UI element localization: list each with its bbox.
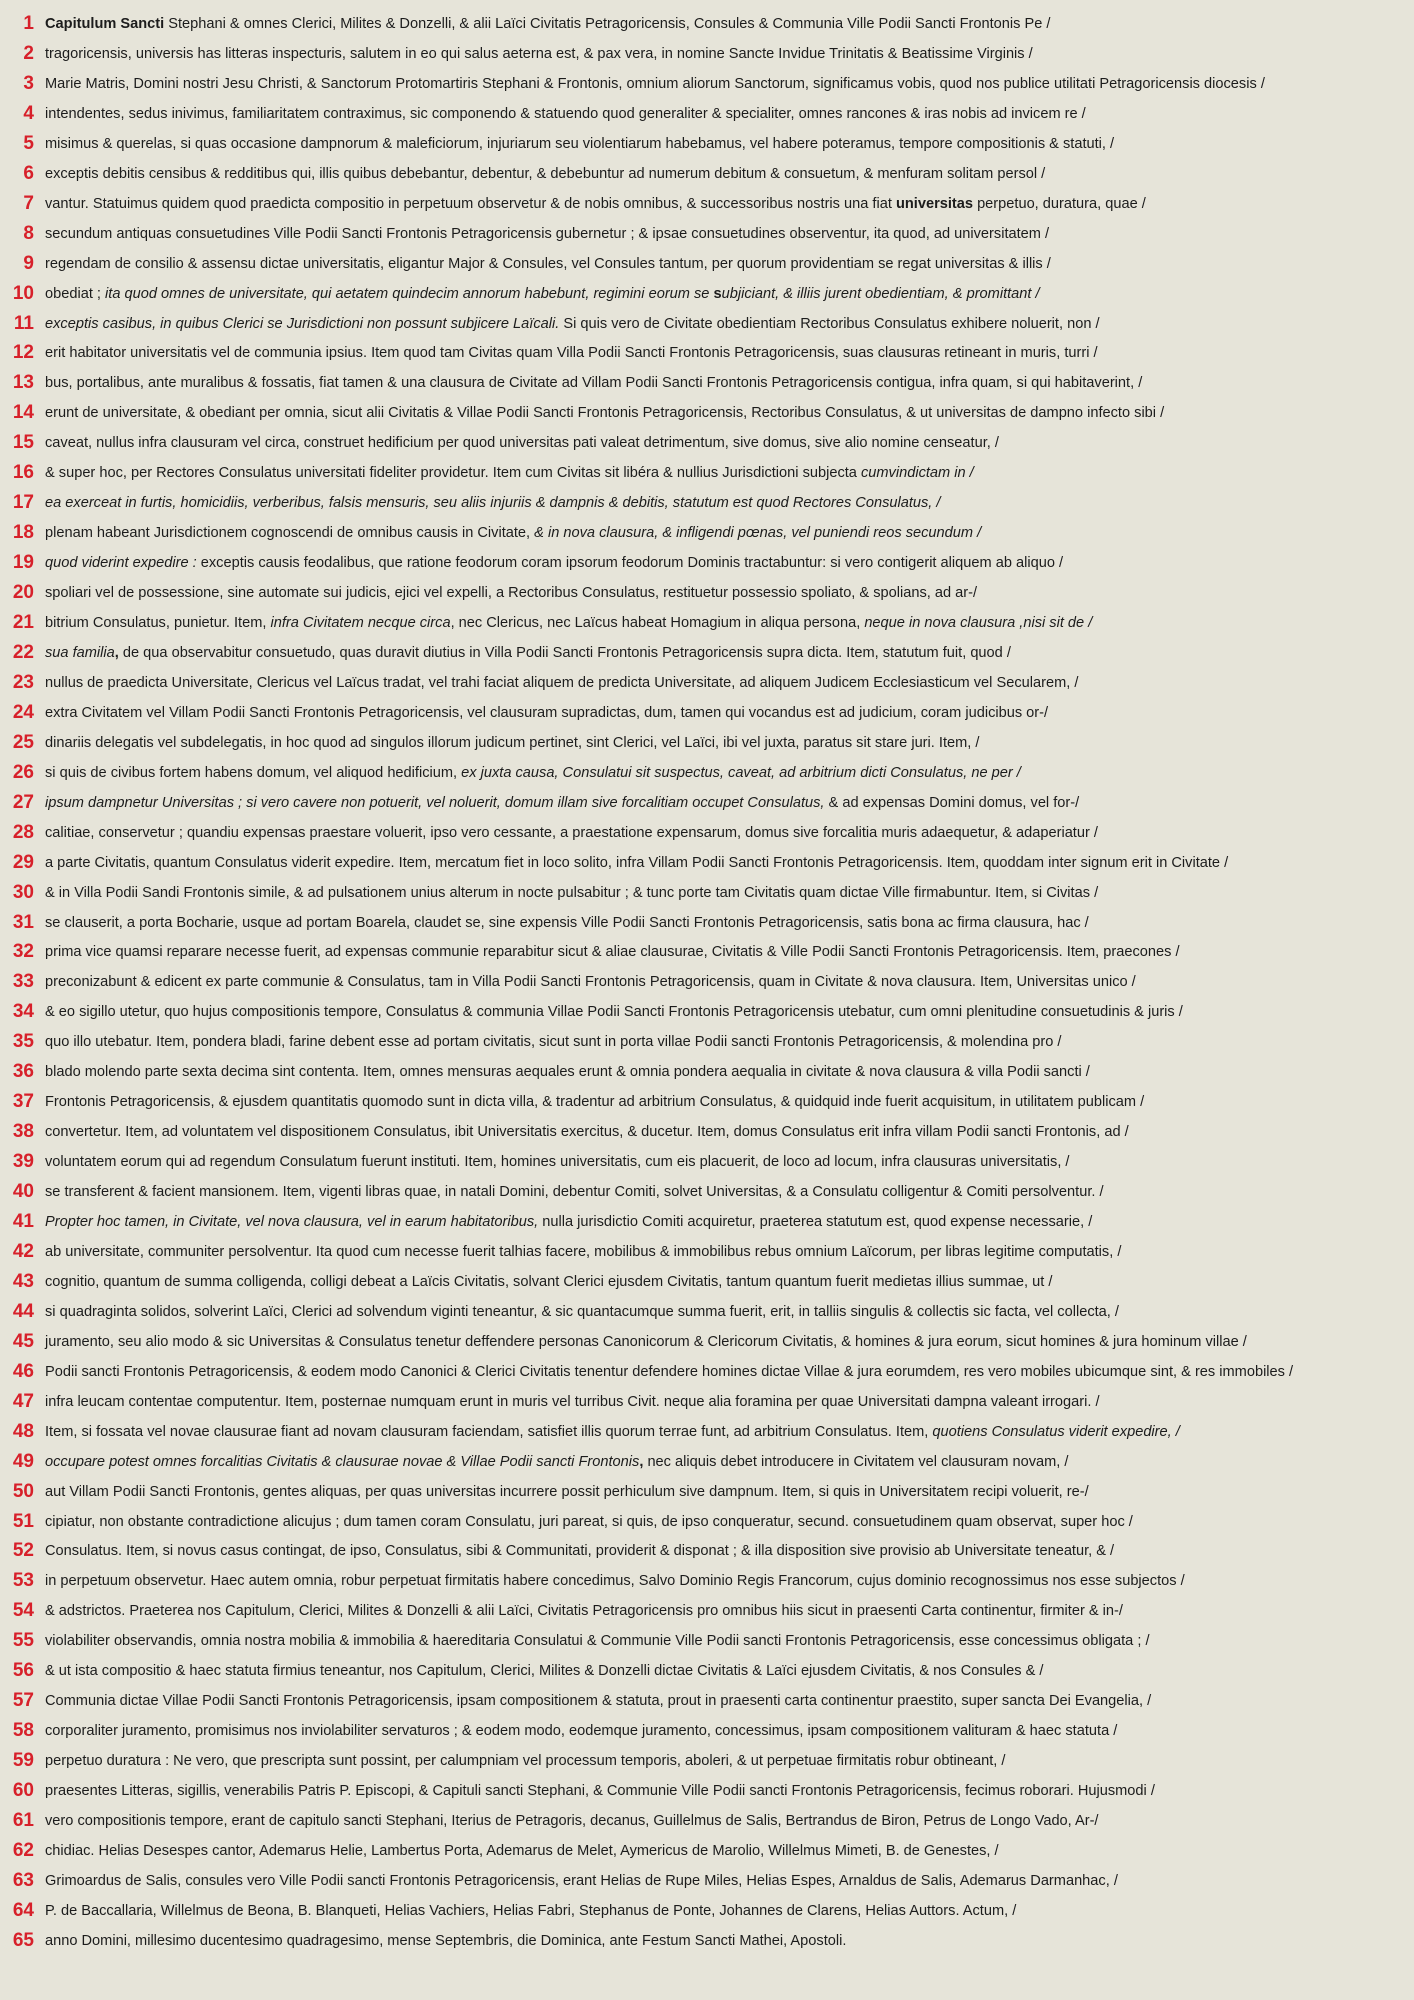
text-segment: voluntatem eorum qui ad regendum Consulatum fuerunt instituti. Item, homines universitatis, cum eis placuerit, de loco ad locum, infra clausuras universitatis, / [45, 1154, 1070, 1171]
text-segment: intendentes, sedus inivimus, familiaritatem contraximus, sic componendo & statuendo quod generaliter & specialiter, omnes rancones & iras nobis ad invicem re / [45, 105, 1086, 122]
line-text [45, 1776, 1155, 1806]
line-number: 34 [12, 1001, 34, 1023]
document-line [0, 338, 1414, 368]
document-line [0, 488, 1414, 518]
line-text [45, 1207, 1092, 1237]
document-line [0, 1806, 1414, 1836]
italic-text-segment: quotiens Consulatus viderit expedire, / [932, 1423, 1180, 1440]
line-text [45, 967, 1136, 997]
line-text [45, 1297, 1119, 1327]
line-text [45, 458, 974, 488]
line-text [45, 1746, 1005, 1776]
document-line [0, 1417, 1414, 1447]
line-number: 59 [12, 1750, 34, 1772]
text-segment: nec aliquis debet introducere in Civitatem vel clausuram novam, / [643, 1453, 1069, 1470]
document-line [0, 758, 1414, 788]
bold-text-segment: s [713, 285, 722, 302]
document-line [0, 1626, 1414, 1656]
line-number: 3 [23, 72, 34, 94]
document-line [0, 1596, 1414, 1626]
document-line [0, 698, 1414, 728]
document-line [0, 1117, 1414, 1147]
document-line [0, 1896, 1414, 1926]
line-text [45, 219, 1049, 249]
text-segment: anno Domini, millesimo ducentesimo quadragesimo, mense Septembris, die Dominica, ante Festum Sancti Mathei, Apostoli. [45, 1932, 847, 1949]
document-line [0, 1357, 1414, 1387]
line-number: 21 [12, 612, 34, 633]
text-segment: juramento, seu alio modo & sic Universitas & Consulatus tenetur deffendere personas Canonicorum & Clericorum Civitatis, & homines & jura eorum, sicut homines & jura hominum villae / [45, 1333, 1247, 1350]
document-line [0, 908, 1414, 938]
line-number: 48 [12, 1420, 34, 1442]
line-number: 63 [12, 1869, 34, 1891]
text-segment: P. de Baccallaria, Willelmus de Beona, B. Blanqueti, Helias Vachiers, Helias Fabri, Stephanus de Ponte, Johannes de Clarens, Helias Auttors. Actum, / [45, 1902, 1017, 1919]
line-text [45, 1447, 1068, 1477]
text-segment: in perpetuum observetur. Haec autem omnia, robur perpetuat firmitatis habere concedimus, Salvo Dominio Regis Francorum, cujus dominio recognossimus nos esse subjectos / [45, 1573, 1185, 1590]
document-line [0, 458, 1414, 488]
text-segment: nullus de praedicta Universitate, Clericus vel Laïcus tradat, vel trahi faciat aliquem de predicta Universitate, ad aliquem Judicem Ecclesiasticum vel Secularem, / [45, 674, 1079, 691]
line-number: 49 [12, 1450, 34, 1472]
line-text [45, 548, 1063, 578]
line-text [45, 159, 1045, 189]
italic-text-segment: ubjiciant, & illiis jurent obedientiam, & promittant / [721, 285, 1040, 302]
line-text [45, 1686, 1151, 1716]
document-line [0, 997, 1414, 1027]
document-line [0, 1686, 1414, 1716]
document-line [0, 1536, 1414, 1566]
document-line [0, 788, 1414, 818]
text-segment: erunt de universitate, & obediant per omnia, sicut alii Civitatis & Villae Podii Sancti Frontonis Petragoricensis, Rectoribus Consulatus, & ut universitas de dampno infecto sibi / [45, 405, 1165, 422]
line-text [45, 1357, 1293, 1387]
italic-text-segment: quod viderint expedire : [45, 555, 197, 572]
text-segment: chidiac. Helias Desespes cantor, Ademarus Helie, Lambertus Porta, Ademarus de Melet, Aymericus de Marolio, Willelmus Mimeti, B. de Genestes, / [45, 1842, 999, 1859]
text-segment: Grimoardus de Salis, consules vero Ville Podii sancti Frontonis Petragoricensis, erant Helias de Rupe Miles, Helias Espes, Arnaldus de Salis, Ademarus Darmanhac, / [45, 1872, 1118, 1889]
document-line [0, 1836, 1414, 1866]
text-segment: misimus & querelas, si quas occasione dampnorum & maleficiorum, injuriarum seu violentiarum habebamus, vel habere poteramus, tempore compositionis & statuti, / [45, 135, 1115, 152]
line-number: 57 [12, 1690, 34, 1712]
document-line [0, 1327, 1414, 1357]
line-text [45, 878, 1098, 908]
text-segment: bitrium Consulatus, punietur. Item, [45, 615, 271, 631]
line-number: 23 [12, 671, 34, 693]
text-segment: se clauserit, a porta Bocharie, usque ad portam Boarela, claudet se, sine expensis Ville Podii Sancti Frontonis Petragoricensis, satis bona ac firma clausura, hac / [45, 914, 1089, 931]
document-line [0, 518, 1414, 548]
line-text [45, 1417, 1180, 1447]
text-segment: exceptis causis feodalibus, que ratione feodorum coram ipsorum feodorum Dominis tractabuntur: si vero contigerit aliquem ab aliquo / [196, 555, 1064, 572]
line-number: 42 [12, 1240, 34, 1262]
text-segment: a parte Civitatis, quantum Consulatus viderit expedire. Item, mercatum fiet in loco solito, infra Villam Podii Sancti Frontonis Petragoricensis. Item, quoddam inter signum erit in Civitate / [45, 854, 1229, 871]
line-number: 12 [12, 342, 34, 364]
italic-text-segment: ita quod omnes de universitate, qui aetatem quindecim annorum habebunt, regimini eorum se [105, 285, 714, 302]
line-text [45, 428, 999, 458]
italic-text-segment: sua familia [45, 644, 115, 661]
document-line [0, 1716, 1414, 1746]
text-segment: Consulatus. Item, si novus casus contingat, de ipso, Consulatus, sibi & Communitati, providerit & disponat ; & illa disposition sive provisio ab Universitate teneatur, & / [45, 1543, 1115, 1560]
text-segment: & adstrictos. Praeterea nos Capitulum, Clerici, Milites & Donzelli & alii Laïci, Civitatis Petragoricensis pro omnibus hiis sicut in praesenti Carta continentur, firmiter & in-/ [45, 1603, 1123, 1620]
text-segment: si quadraginta solidos, solverint Laïci, Clerici ad solvendum viginti teneantur, & sic quantacumque summa fuerit, erit, in talliis singulis & collectis sic facta, vel collecta, / [45, 1303, 1119, 1320]
line-text [45, 1477, 1089, 1507]
line-number: 35 [12, 1031, 34, 1053]
line-number: 14 [12, 402, 34, 424]
text-segment: preconizabunt & edicent ex parte communie & Consulatus, tam in Villa Podii Sancti Frontonis Petragoricensis, quam in Civitate & nova clausura. Item, Universitas unico / [45, 974, 1136, 991]
document-line [0, 668, 1414, 698]
document-line [0, 728, 1414, 758]
document-line [0, 848, 1414, 878]
line-text [45, 638, 1011, 668]
line-number: 9 [23, 252, 34, 274]
line-number: 27 [12, 791, 34, 813]
text-segment: & ut ista compositio & haec statuta firmius teneantur, nos Capitulum, Clerici, Milites & Donzelli dictae Civitatis & Laïci ejusdem Civitatis, & nos Consules & / [45, 1663, 1044, 1680]
document-line [0, 1177, 1414, 1207]
text-segment: blado molendo parte sexta decima sint contenta. Item, omnes mensuras aequales erunt & omnia pondera aequalia in civitate & nova clausura & villa Podii sancti / [45, 1064, 1090, 1081]
line-text [45, 1387, 1100, 1417]
document-line [0, 39, 1414, 69]
line-text [45, 398, 1164, 428]
line-number: 25 [12, 731, 34, 753]
text-segment: perpetuo duratura : Ne vero, que prescripta sunt possint, per calumpniam vel processum temporis, aboleri, & ut perpetuae firmitatis robur obtineant, / [45, 1753, 1006, 1770]
line-number: 52 [12, 1540, 34, 1562]
line-text [45, 1117, 1129, 1147]
text-segment: aut Villam Podii Sancti Frontonis, gentes aliquas, per quas universitas incurrere possit perhiculum sive dampnum. Item, si quis in Universitatem recipi voluerit, re-/ [45, 1483, 1089, 1500]
line-number: 30 [12, 881, 34, 903]
line-number: 38 [12, 1121, 34, 1143]
document-line [0, 1027, 1414, 1057]
line-text [45, 608, 1092, 638]
document-line [0, 818, 1414, 848]
text-segment: & eo sigillo utetur, quo hujus compositionis tempore, Consulatus & communia Villae Podii Sancti Frontonis Petragoricensis utebatur, cum omni plenitudine consuetudinis & juris / [45, 1004, 1183, 1021]
line-text [45, 1057, 1090, 1087]
document-line [0, 129, 1414, 159]
line-text [45, 1237, 1121, 1267]
text-segment: Marie Matris, Domini nostri Jesu Christi, & Sanctorum Protomartiris Stephani & Frontonis, omnium aliorum Sanctorum, significamus vobis, quod nos publice utilitati Petragoricensis diocesis / [45, 75, 1265, 92]
line-text [45, 788, 1079, 818]
line-text [45, 488, 940, 518]
document-line [0, 1776, 1414, 1806]
text-segment: cognitio, quantum de summa colligenda, colligi debeat a Laïcis Civitatis, solvant Clerici ejusdem Civitatis, tantum quantum fuerit medietas illius summae, ut / [45, 1273, 1053, 1290]
document-line [0, 1147, 1414, 1177]
line-number: 65 [12, 1929, 34, 1951]
line-text [45, 758, 1021, 788]
line-text [45, 848, 1228, 878]
text-segment: nulla jurisdictio Comiti acquiretur, praeterea statutum est, quod expense necessarie, / [538, 1214, 1093, 1230]
document-line [0, 878, 1414, 908]
bold-text-segment: , [639, 1453, 644, 1470]
text-segment: calitiae, conservetur ; quandiu expensas praestare voluerit, ipso vero cessante, a praestatione expensarum, domus sive forcalitia muris adaequetur, & adaperiatur / [45, 824, 1098, 841]
line-number: 28 [12, 821, 34, 843]
line-number: 62 [12, 1839, 34, 1861]
document-line [0, 368, 1414, 398]
line-text [45, 338, 1098, 368]
document-line [0, 309, 1414, 339]
line-number: 7 [23, 192, 34, 214]
italic-text-segment: Propter hoc tamen, in Civitate, vel nova clausura, vel in earum habitatoribus, [45, 1214, 539, 1230]
text-segment: violabiliter observandis, omnia nostra mobilia & immobilia & haereditaria Consulatui & Communie Ville Podii sancti Frontonis Petragoricensis, esse concessimus obligata ; / [45, 1633, 1150, 1650]
line-number: 51 [12, 1510, 34, 1532]
line-number: 4 [23, 102, 34, 124]
line-text [45, 1507, 1133, 1537]
text-segment: perpetuo, duratura, quae / [973, 195, 1146, 212]
line-number: 40 [12, 1181, 34, 1203]
line-text [45, 249, 1051, 279]
line-number: 46 [12, 1360, 34, 1382]
text-segment: Communia dictae Villae Podii Sancti Frontonis Petragoricensis, ipsam compositionem & statuta, prout in praesenti carta continentur praestito, super sancta Dei Evangelia, / [45, 1693, 1152, 1710]
italic-text-segment: ipsum dampnetur Universitas ; si vero cavere non potuerit, vel noluerit, domum illam sive forcalitiam occupet Consulatus, [45, 794, 825, 811]
italic-text-segment: ex juxta causa, Consulatui sit suspectus, caveat, ad arbitrium dicti Consulatus, ne per / [461, 764, 1021, 781]
line-number: 22 [12, 641, 34, 663]
document-line [0, 1237, 1414, 1267]
line-number: 1 [23, 13, 34, 34]
line-number: 55 [12, 1630, 34, 1652]
document-line [0, 1477, 1414, 1507]
text-segment: dinariis delegatis vel subdelegatis, in hoc quod ad singulos illorum judicum pertinet, sint Clerici, vel Laïci, ibi vel juxta, paratus sit stare juri. Item, / [45, 734, 980, 751]
italic-text-segment: infra Civitatem necque circa [270, 615, 451, 631]
text-segment: & in Villa Podii Sandi Frontonis simile, & ad pulsationem unius alterum in nocte pulsabitur ; & tunc porte tam Civitatis quam dictae Ville firmabuntur. Item, si Civitas / [45, 884, 1099, 901]
line-text [45, 1896, 1016, 1926]
document-line [0, 1057, 1414, 1087]
line-number: 2 [23, 42, 34, 64]
text-segment: vero compositionis tempore, erant de capitulo sancti Stephani, Iterius de Petragoris, decanus, Guillelmus de Salis, Bertrandus de Biron, Petrus de Longo Vado, Ar-/ [45, 1813, 1099, 1829]
text-segment: ab universitate, communiter persolventur. Ita quod cum necesse fuerit talhias facere, mobilibus & immobilibus rebus omnium Laïcorum, per libras legitime computatis, / [45, 1243, 1122, 1260]
line-text [45, 818, 1098, 848]
document-line [0, 638, 1414, 668]
text-segment: cipiatur, non obstante contradictione alicujus ; dum tamen coram Consulatu, juri pareat, si quis, de ipso conqueratur, secund. consuetudinem quam observat, super hoc / [45, 1513, 1133, 1530]
document-line [0, 1207, 1414, 1237]
text-segment: spoliari vel de possessione, sine automate sui judicis, ejici vel expelli, a Rectoribus Consulatus, restituetur possessio spoliato, & spolians, ad ar-/ [45, 585, 978, 602]
line-number: 61 [12, 1810, 34, 1831]
line-text [45, 39, 1033, 69]
line-number: 36 [12, 1061, 34, 1083]
document-line [0, 428, 1414, 458]
line-text [45, 698, 1048, 728]
text-segment: se transferent & facient mansionem. Item, vigenti libras quae, in natali Domini, debentur Comiti, solvet Universitas, & a Consulatu colligentur & Comiti persolventur. / [45, 1184, 1104, 1201]
line-number: 31 [12, 911, 34, 933]
line-text [45, 309, 1100, 339]
text-segment: obediat ; [45, 285, 106, 302]
line-number: 39 [12, 1151, 34, 1173]
text-segment: convertetur. Item, ad voluntatem vel dispositionem Consulatus, ibit Universitatis exercitus, & ducetur. Item, domus Consulatus erit infra villam Podii sancti Frontonis, ad / [45, 1124, 1129, 1141]
line-number: 11 [13, 312, 34, 334]
line-number: 10 [12, 282, 34, 304]
line-text [45, 9, 1050, 39]
line-number: 17 [12, 492, 34, 514]
line-number: 47 [12, 1390, 34, 1412]
line-number: 5 [23, 132, 34, 154]
text-segment: Stephani & omnes Clerici, Milites & Donzelli, & alii Laïci Civitatis Petragoricensis, Consules & Communia Ville Podii Sancti Frontonis Pe / [164, 16, 1051, 32]
text-segment: & ad expensas Domini domus, vel for-/ [824, 794, 1080, 811]
line-number: 15 [12, 432, 34, 454]
line-text [45, 668, 1078, 698]
line-text [45, 908, 1089, 938]
line-number: 33 [12, 971, 34, 993]
document-line [0, 9, 1414, 39]
line-text [45, 937, 1180, 967]
text-segment: vantur. Statuimus quidem quod praedicta compositio in perpetuum observetur & de nobis omnibus, & successoribus nostris una fiat [45, 195, 896, 212]
line-text [45, 1806, 1099, 1836]
line-number: 19 [12, 552, 34, 574]
text-segment: si quis de civibus fortem habens domum, vel aliquod hedificium, [45, 764, 462, 781]
text-segment: & super hoc, per Rectores Consulatus universitati fideliter providetur. Item cum Civitas sit libéra & nullius Jurisdictioni subjecta [45, 465, 861, 482]
text-segment: secundum antiquas consuetudines Ville Podii Sancti Frontonis Petragoricensis gubernetur ; & ipsae consuetudines observentur, ita quod, ad universitatem / [45, 225, 1050, 242]
bold-text-segment: universitas [895, 195, 974, 212]
text-segment: Si quis vero de Civitate obedientiam Rectoribus Consulatus exhibere noluerit, non / [559, 315, 1100, 332]
line-text [45, 1267, 1052, 1297]
text-segment: Podii sancti Frontonis Petragoricensis, & eodem modo Canonici & Clerici Civitatis tenentur defendere homines dictae Villae & jura eorumdem, res vero mobiles ubicumque sint, & res immobiles / [45, 1363, 1294, 1380]
document-line [0, 1746, 1414, 1776]
line-text [45, 1656, 1043, 1686]
text-segment: Frontonis Petragoricensis, & ejusdem quantitatis quomodo sunt in dicta villa, & tradentur ad arbitrium Consulatus, & quidquid inde fuerit acquisitum, in utilitatem publicam / [45, 1094, 1145, 1111]
document-line [0, 1267, 1414, 1297]
italic-text-segment: neque in nova clausura ,nisi sit de / [864, 615, 1093, 631]
text-segment: erit habitator universitatis vel de communia ipsius. Item quod tam Civitas quam Villa Podii Sancti Frontonis Petragoricensis, suas clausuras retineant in muris, turri / [45, 345, 1098, 362]
line-text [45, 368, 1142, 398]
line-number: 13 [12, 372, 34, 394]
text-segment: Item, si fossata vel novae clausurae fiant ad novam clausuram faciendam, satisfiet illis quorum terrae funt, ad arbitrium Consulatus. Item, [45, 1423, 933, 1440]
line-text [45, 99, 1086, 129]
line-number: 8 [23, 222, 34, 244]
line-text [45, 1177, 1104, 1207]
line-text [45, 1566, 1185, 1596]
document-line [0, 1447, 1414, 1477]
document-line [0, 69, 1414, 99]
document-line [0, 189, 1414, 219]
italic-text-segment: cumvindictam in / [860, 465, 974, 482]
line-number: 44 [12, 1300, 34, 1322]
italic-text-segment: exceptis casibus, in quibus Clerici se Jurisdictioni non possunt subjicere Laïcali. [45, 315, 560, 332]
line-number: 20 [12, 582, 34, 604]
line-text [45, 728, 979, 758]
document-line [0, 1566, 1414, 1596]
text-segment: praesentes Litteras, sigillis, venerabilis Patris P. Episcopi, & Capituli sancti Stephani, & Communie Ville Podii sancti Frontonis Petragoricensis, fecimus roborari. Hujusmodi / [45, 1783, 1155, 1800]
document-line [0, 548, 1414, 578]
document-line [0, 1297, 1414, 1327]
document-line [0, 249, 1414, 279]
line-text [45, 279, 1040, 309]
line-number: 16 [12, 462, 34, 484]
line-number: 29 [12, 851, 34, 873]
text-segment: de qua observabitur consuetudo, quas duravit diutius in Villa Podii Sancti Frontonis Petragoricensis supra dicta. Item, statutum fuit, quod / [118, 644, 1011, 661]
text-segment: plenam habeant Jurisdictionem cognoscendi de omnibus causis in Civitate, [45, 525, 535, 542]
italic-text-segment: ea exerceat in furtis, homicidiis, verberibus, falsis mensuris, seu aliis injuriis & dampnis & debitis, statutum est quod Rectores Consulatus, / [45, 495, 941, 512]
text-segment: regendam de consilio & assensu dictae universitatis, eligantur Major & Consules, vel Consules tantum, per quorum providentiam se regat universitas & illis / [45, 255, 1051, 272]
line-text [45, 1596, 1123, 1626]
line-number: 43 [12, 1270, 34, 1292]
text-segment: extra Civitatem vel Villam Podii Sancti Frontonis Petragoricensis, vel clausuram supradictas, dum, tamen qui vocandus est ad judicium, coram judicibus or-/ [45, 704, 1049, 721]
line-text [45, 1147, 1069, 1177]
document-line [0, 398, 1414, 428]
line-number: 58 [12, 1720, 34, 1742]
text-segment: prima vice quamsi reparare necesse fuerit, ad expensas communie reparabitur sicut & aliae clausurae, Civitatis & Ville Podii Sancti Frontonis Petragoricensis. Item, praecones / [45, 944, 1180, 961]
line-number: 26 [12, 761, 34, 783]
line-number: 45 [12, 1330, 34, 1352]
text-segment: tragoricensis, universis has litteras inspecturis, salutem in eo qui salus aeterna est, & pax vera, in nomine Sancte Invidue Trinitatis & Beatissime Virginis / [45, 45, 1033, 62]
document-line [0, 279, 1414, 309]
line-text [45, 1027, 1061, 1057]
line-number: 41 [12, 1211, 34, 1232]
document-line [0, 1387, 1414, 1417]
line-number: 6 [23, 162, 34, 184]
line-text [45, 69, 1265, 99]
line-number: 53 [12, 1570, 34, 1592]
line-number: 54 [12, 1600, 34, 1622]
line-text [45, 578, 977, 608]
document-line [0, 99, 1414, 129]
document-line [0, 1926, 1414, 1956]
line-number: 60 [12, 1780, 34, 1802]
text-segment: caveat, nullus infra clausuram vel circa, construet hedificium per quod universitas pati valeat detrimentum, sive domus, sive alio nomine censeatur, / [45, 435, 999, 452]
document-line [0, 1866, 1414, 1896]
line-text [45, 1836, 999, 1866]
line-number: 37 [12, 1091, 34, 1113]
line-number: 24 [12, 701, 34, 723]
text-segment: quo illo utebatur. Item, pondera bladi, farine debent esse ad portam civitatis, sicut sunt in porta villae Podii sancti Frontonis Petragoricensis, & molendina pro / [45, 1034, 1062, 1051]
document-line [0, 967, 1414, 997]
line-text [45, 189, 1146, 219]
line-text [45, 1926, 846, 1956]
text-segment: , nec Clericus, nec Laïcus habeat Homagium in aliqua persona, [450, 615, 865, 631]
line-number: 56 [12, 1660, 34, 1682]
line-text [45, 1626, 1150, 1656]
document-line [0, 1656, 1414, 1686]
italic-text-segment: & in nova clausura, & infligendi pœnas, vel puniendi reos secundum / [534, 525, 982, 542]
line-text [45, 1716, 1117, 1746]
document-line [0, 219, 1414, 249]
text-segment: exceptis debitis censibus & redditibus qui, illis quibus debebantur, debentur, & debebuntur ad numerum debitum & consuetum, & menfuram solitam persol / [45, 165, 1046, 182]
line-text [45, 997, 1183, 1027]
bold-text-segment: , [114, 644, 119, 661]
line-text [45, 129, 1114, 159]
bold-text-segment: Capitulum Sancti [45, 16, 165, 32]
line-number: 50 [12, 1480, 34, 1502]
line-number: 18 [12, 522, 34, 544]
line-text [45, 1536, 1114, 1566]
document-line [0, 159, 1414, 189]
text-segment: corporaliter juramento, promisimus nos inviolabiliter servaturos ; & eodem modo, eodemque juramento, concessimus, ipsam compositionem valituram & haec statuta / [45, 1723, 1118, 1740]
text-segment: infra leucam contentae computentur. Item, posternae numquam erunt in muris vel turribus Civit. neque alia foramina per quae Universitati dampna valeant irrogari. / [45, 1393, 1100, 1410]
line-text [45, 518, 981, 548]
line-number: 64 [12, 1899, 34, 1921]
line-number: 32 [12, 941, 34, 963]
document-line [0, 937, 1414, 967]
italic-text-segment: occupare potest omnes forcalitias Civitatis & clausurae novae & Villae Podii sancti Frontonis [45, 1453, 640, 1470]
text-segment: bus, portalibus, ante muralibus & fossatis, fiat tamen & una clausura de Civitate ad Villam Podii Sancti Frontonis Petragoricensis contigua, infra quam, si qui habitaverint, / [45, 375, 1143, 392]
document-line [0, 1507, 1414, 1537]
document-line [0, 1087, 1414, 1117]
line-text [45, 1866, 1118, 1896]
line-text [45, 1087, 1144, 1117]
line-text [45, 1327, 1247, 1357]
document-line [0, 608, 1414, 638]
document-line [0, 578, 1414, 608]
